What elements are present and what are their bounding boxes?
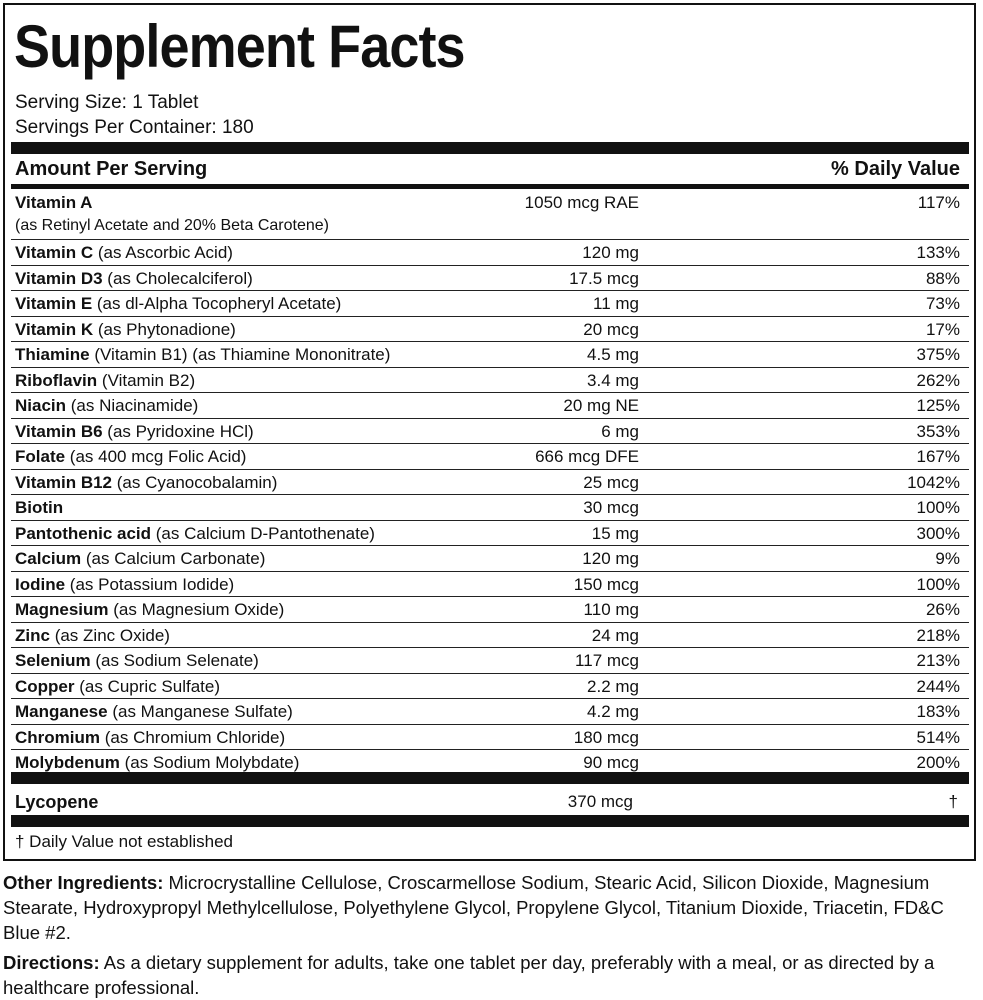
nutrient-name (15, 394, 198, 418)
supplement-facts-panel (3, 3, 976, 861)
nutrient-amount: 4.5 mg (587, 345, 639, 364)
directions-label: Directions: (3, 952, 100, 973)
nutrient-daily-value: 244% (916, 676, 960, 696)
nutrient-daily-value: 100% (916, 574, 960, 594)
nutrient-name (15, 471, 277, 495)
nutrient-source: (as Cholecalciferol) (107, 268, 253, 288)
nutrient-name-bold: Pantothenic acid (15, 523, 152, 543)
nutrient-name-bold: Vitamin E (15, 294, 93, 313)
thick-divider (11, 772, 969, 784)
nutrient-daily-value: 26% (925, 600, 960, 619)
nutrient-name (15, 573, 234, 597)
nutrient-name-bold: Vitamin D3 (15, 268, 103, 288)
daily-value-header: % Daily Value (831, 158, 960, 180)
nutrient-source: (as Cyanocobalamin) (116, 472, 278, 492)
nutrient-row (11, 368, 969, 394)
nutrient-row (11, 317, 969, 343)
nutrient-row (11, 546, 969, 572)
nutrient-name (15, 267, 253, 291)
nutrient-row (11, 674, 969, 700)
directions-text: As a dietary supplement for adults, take one tablet per day, preferably with a meal, or as directed by a healthcare professional. (3, 952, 935, 998)
other-ingredients-text: Microcrystalline Cellulose, Croscarmellose Sodium, Stearic Acid, Silicon Dioxide, Magnesium Stearate, Hydroxypropyl Methylcellulose, Polyethylene Glycol, Propylene Glycol, Titanium Dioxide, Triacetin, FD&C Blue #2. (3, 872, 944, 943)
other-ingredients (3, 870, 978, 945)
nutrient-table (11, 190, 969, 776)
nutrient-daily-value: 353% (916, 421, 960, 441)
nutrient-row (11, 648, 969, 674)
nutrient-daily-value: 213% (916, 651, 960, 670)
nutrient-amount: 6 mg (601, 421, 639, 441)
nutrient-name-bold: Niacin (15, 396, 67, 415)
panel-title: Supplement Facts (14, 13, 465, 80)
nutrient-row (11, 342, 969, 368)
nutrient-daily-value: 73% (925, 294, 960, 313)
nutrient-name (15, 700, 293, 724)
lycopene-daily-value: † (948, 792, 958, 811)
nutrient-row (11, 240, 969, 266)
nutrient-name-bold: Vitamin B12 (15, 472, 113, 492)
serving-size: Serving Size: 1 Tablet (15, 92, 199, 113)
nutrient-amount: 117 mcg (575, 651, 639, 670)
nutrient-row (11, 597, 969, 623)
nutrient-row (11, 725, 969, 751)
nutrient-name (15, 624, 170, 648)
nutrient-amount: 4.2 mg (587, 702, 639, 721)
thick-divider (11, 815, 969, 827)
nutrient-name-bold: Riboflavin (15, 370, 98, 390)
nutrient-name-bold: Selenium (15, 651, 91, 670)
nutrient-source: (as Ascorbic Acid) (97, 243, 233, 262)
nutrient-name-bold: Chromium (15, 727, 100, 747)
nutrient-amount: 17.5 mcg (569, 268, 639, 288)
nutrient-name-bold: Molybdenum (15, 753, 120, 772)
nutrient-daily-value: 88% (925, 268, 960, 288)
nutrient-amount: 30 mcg (583, 498, 639, 517)
nutrient-daily-value: 167% (916, 447, 960, 466)
nutrient-name-bold: Magnesium (15, 600, 109, 619)
nutrient-row (11, 266, 969, 292)
nutrient-amount: 666 mcg DFE (535, 447, 639, 466)
nutrient-source: (as Potassium Iodide) (69, 574, 235, 594)
lycopene-name: Lycopene (15, 792, 99, 812)
amount-per-serving-header: Amount Per Serving (15, 158, 208, 180)
nutrient-daily-value: 133% (916, 243, 960, 262)
nutrient-name (15, 547, 265, 571)
nutrient-source: (as Phytonadione) (97, 319, 236, 339)
nutrient-name (15, 445, 246, 469)
nutrient-name (15, 420, 254, 444)
nutrient-daily-value: 100% (916, 498, 960, 517)
nutrient-name (15, 598, 284, 622)
nutrient-daily-value: 300% (916, 523, 960, 543)
nutrient-source: (as Chromium Chloride) (104, 727, 286, 747)
nutrient-source: (as Manganese Sulfate) (112, 702, 293, 721)
nutrient-name-bold: Manganese (15, 702, 108, 721)
nutrient-daily-value: 183% (916, 702, 960, 721)
nutrient-source: (as Calcium D-Pantothenate) (155, 523, 375, 543)
nutrient-name (15, 343, 390, 367)
nutrient-source: (as dl-Alpha Tocopheryl Acetate) (96, 294, 342, 313)
nutrient-row (11, 444, 969, 470)
nutrient-source: (as Niacinamide) (70, 396, 199, 415)
nutrient-source: (as Pyridoxine HCl) (107, 421, 254, 441)
nutrient-amount: 3.4 mg (587, 370, 639, 390)
nutrient-name-bold: Vitamin K (15, 319, 94, 339)
nutrient-daily-value: 1042% (907, 472, 960, 492)
nutrient-name (15, 191, 92, 215)
lycopene-amount: 370 mcg (567, 792, 633, 811)
nutrient-source: (as 400 mcg Folic Acid) (69, 447, 247, 466)
nutrient-source: (Vitamin B1) (as Thiamine Mononitrate) (94, 345, 391, 364)
nutrient-name (15, 318, 236, 342)
nutrient-row (11, 521, 969, 547)
nutrient-name (15, 522, 375, 546)
nutrient-amount: 15 mg (591, 523, 639, 543)
nutrient-source: (as Cupric Sulfate) (79, 676, 221, 696)
servings-per-container: Servings Per Container: 180 (15, 117, 254, 138)
nutrient-amount: 2.2 mg (587, 676, 639, 696)
nutrient-name-bold: Iodine (15, 574, 66, 594)
nutrient-amount: 150 mcg (573, 574, 639, 594)
nutrient-row (11, 495, 969, 521)
directions (3, 950, 978, 1000)
nutrient-daily-value: 9% (935, 549, 960, 568)
nutrient-amount: 110 mg (583, 600, 639, 619)
nutrient-name-bold: Calcium (15, 549, 82, 568)
nutrient-name (15, 496, 63, 520)
nutrient-amount: 1050 mcg RAE (524, 193, 639, 212)
nutrient-source: (Vitamin B2) (101, 370, 196, 390)
footnote: † Daily Value not established (15, 832, 233, 851)
nutrient-row (11, 699, 969, 725)
nutrient-daily-value: 125% (916, 396, 960, 415)
nutrient-name-bold: Biotin (15, 498, 64, 517)
nutrient-name (15, 675, 220, 699)
nutrient-name (15, 369, 195, 393)
nutrient-amount: 180 mcg (573, 727, 639, 747)
nutrient-daily-value: 218% (916, 625, 960, 645)
medium-divider (11, 184, 969, 189)
nutrient-name-bold: Copper (15, 676, 75, 696)
nutrient-row (11, 470, 969, 496)
nutrient-source: (as Sodium Molybdate) (124, 753, 300, 772)
nutrient-amount: 90 mcg (583, 753, 639, 772)
nutrient-daily-value: 17% (925, 319, 960, 339)
nutrient-name-bold: Thiamine (15, 345, 90, 364)
nutrient-name-bold: Zinc (15, 625, 50, 645)
nutrient-row (11, 291, 969, 317)
nutrient-name (15, 292, 341, 316)
nutrient-amount: 20 mg NE (563, 396, 639, 415)
nutrient-source: (as Zinc Oxide) (54, 625, 170, 645)
nutrient-daily-value: 117% (917, 193, 960, 212)
nutrient-row (11, 623, 969, 649)
nutrient-source: (as Magnesium Oxide) (113, 600, 285, 619)
nutrient-name (15, 726, 285, 750)
nutrient-source: (as Calcium Carbonate) (85, 549, 266, 568)
nutrient-amount: 25 mcg (583, 472, 639, 492)
nutrient-daily-value: 200% (916, 753, 960, 772)
nutrient-daily-value: 375% (916, 345, 960, 364)
nutrient-amount: 120 mg (582, 243, 639, 262)
nutrient-name-bold: Vitamin A (15, 193, 93, 212)
nutrient-source: (as Retinyl Acetate and 20% Beta Carotene) (15, 217, 329, 234)
nutrient-daily-value: 262% (916, 370, 960, 390)
nutrient-source: (as Sodium Selenate) (95, 651, 259, 670)
nutrient-name (15, 241, 233, 265)
nutrient-name-bold: Vitamin C (15, 243, 94, 262)
nutrient-amount: 24 mg (591, 625, 639, 645)
nutrient-name-bold: Vitamin B6 (15, 421, 103, 441)
nutrient-amount: 20 mcg (583, 319, 639, 339)
nutrient-amount: 120 mg (582, 549, 639, 568)
nutrient-row (11, 572, 969, 598)
thick-divider (11, 142, 969, 154)
nutrient-daily-value: 514% (916, 727, 960, 747)
nutrient-amount: 11 mg (593, 294, 639, 313)
other-ingredients-label: Other Ingredients: (3, 872, 164, 893)
nutrient-row (11, 393, 969, 419)
nutrient-name (15, 649, 259, 673)
nutrient-row (11, 419, 969, 445)
nutrient-row (11, 190, 969, 240)
nutrient-name-bold: Folate (15, 447, 66, 466)
